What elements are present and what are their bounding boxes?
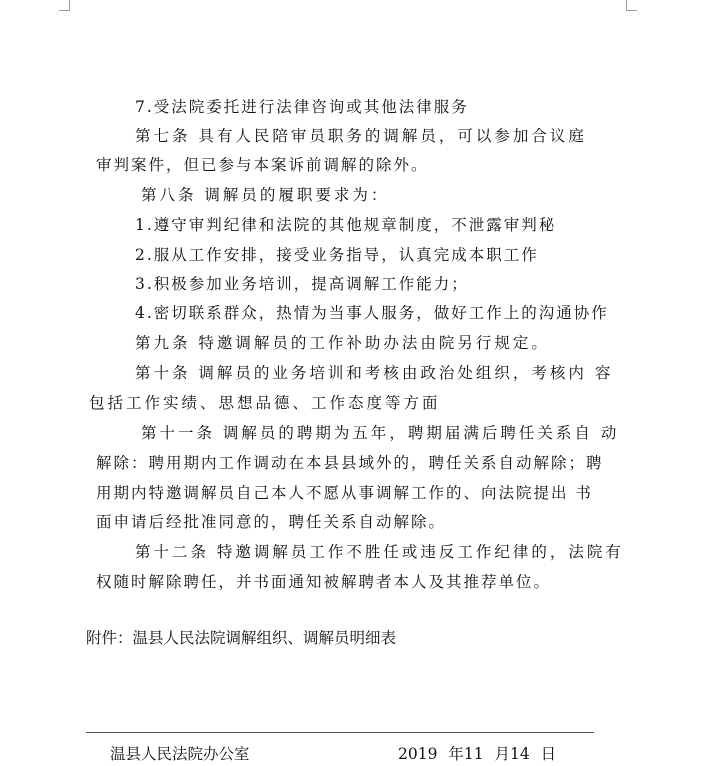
article-7-line: 第七条 具有人民陪审员职务的调解员，可以参加合议庭: [135, 127, 587, 145]
article-12-line: 第十二条 特邀调解员工作不胜任或违反工作纪律的，法院有: [135, 543, 624, 561]
page-corner-mark-right: [626, 0, 637, 11]
text-line: 面申请后经批准同意的，聘任关系自动解除。: [96, 513, 447, 531]
page-corner-mark-left: [59, 0, 70, 11]
article-10-line: 第十条 调解员的业务培训和考核由政治处组织，考核内 容: [135, 364, 614, 382]
text-line: 3.积极参加业务培训，提高调解工作能力；: [135, 275, 469, 293]
text-line: 7.受法院委托进行法律咨询或其他法律服务: [135, 98, 469, 116]
issuing-office: 温县人民法院办公室: [110, 745, 250, 763]
attachment-note: 附件：温县人民法院调解组织、调解员明细表: [86, 629, 397, 647]
text-line: 1.遵守审判纪律和法院的其他规章制度，不泄露审判秘: [135, 216, 557, 234]
text-line: 2.服从工作安排，接受业务指导，认真完成本职工作: [135, 246, 539, 264]
text-line: 审判案件，但已参与本案诉前调解的除外。: [96, 156, 429, 174]
issue-date: 2019 年11 月14 日: [398, 745, 557, 763]
text-line: 包括工作实绩、思想品德、工作态度等方面: [89, 394, 441, 412]
text-line: 解除：聘用期内工作调动在本县县域外的，聘任关系自动解除；聘: [96, 454, 604, 472]
text-line: 用期内特邀调解员自己本人不愿从事调解工作的、向法院提出 书: [96, 484, 593, 502]
article-11-line: 第十一条 调解员的聘期为五年，聘期届满后聘任关系自 动: [141, 424, 620, 442]
footer-divider: [86, 732, 594, 733]
text-line: 权随时解除聘任，并书面通知被解聘者本人及其推荐单位。: [96, 573, 552, 591]
text-line: 4.密切联系群众，热情为当事人服务，做好工作上的沟通协作: [135, 304, 609, 322]
article-9-line: 第九条 特邀调解员的工作补助办法由院另行规定。: [135, 334, 550, 352]
article-8-line: 第八条 调解员的履职要求为：: [141, 186, 390, 204]
